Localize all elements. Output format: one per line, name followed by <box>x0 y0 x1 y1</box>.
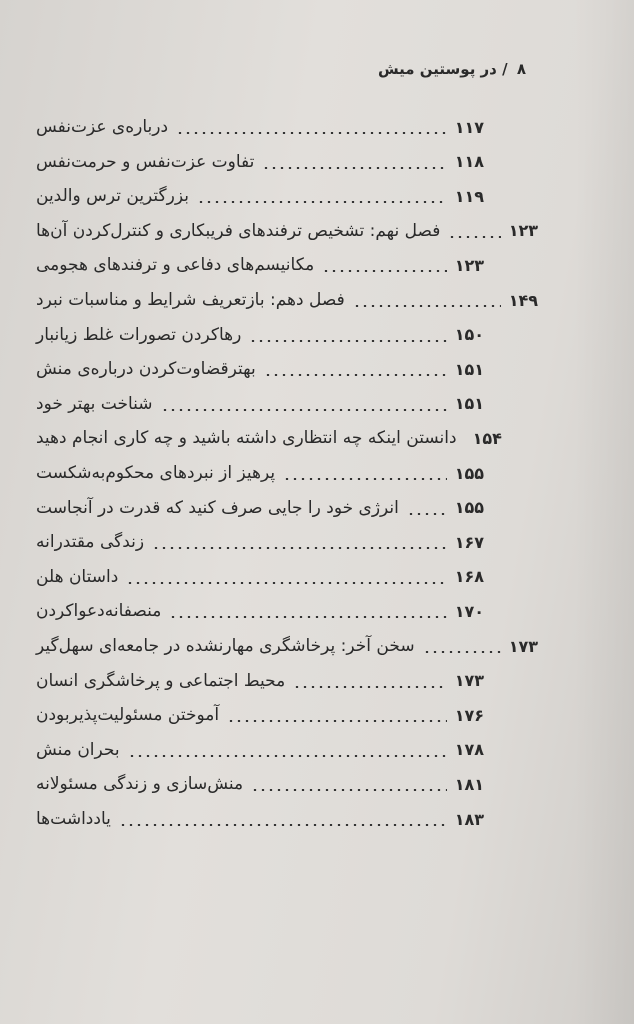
dot-leader <box>161 409 447 411</box>
toc-entry-title: پرهیز از نبردهای محکوم‌به‌شکست <box>36 463 276 483</box>
toc-entry-title: زندگی مقتدرانه <box>36 532 145 553</box>
toc-page-number: ۱۱۹ <box>454 186 484 206</box>
toc-page-number: ۱۷۳ <box>508 636 538 656</box>
toc-entry-title: تفاوت عزت‌نفس و حرمت‌نفس <box>36 151 255 172</box>
dot-leader <box>128 755 447 757</box>
dot-leader <box>126 582 446 584</box>
dot-leader <box>283 478 447 480</box>
toc-page-number: ۱۵۴ <box>472 428 502 448</box>
toc-page-number: ۱۵۱ <box>454 394 484 414</box>
toc-entry <box>36 354 484 384</box>
toc-entry <box>36 285 538 315</box>
toc-entry <box>36 493 484 523</box>
toc-page-number: ۱۵۵ <box>454 463 484 483</box>
toc-page-number: ۱۱۸ <box>454 152 484 172</box>
toc-entry-title: منش‌سازی و زندگی مسئولانه <box>36 774 244 795</box>
dot-leader <box>169 616 446 618</box>
dot-leader <box>407 513 447 515</box>
dot-leader <box>251 789 447 791</box>
toc-chapter-title: فصل نهم: تشخیص ترفندهای فریبکاری و کنترل‌کردن آن‌ها <box>36 220 441 241</box>
toc-entry <box>36 250 484 280</box>
toc-entry-title: مکانیسم‌های دفاعی و ترفندهای هجومی <box>36 255 315 276</box>
toc-entry <box>36 769 484 799</box>
dot-leader <box>249 340 446 342</box>
toc-entry-title: آموختن مسئولیت‌پذیربودن <box>36 705 220 726</box>
toc-entry <box>36 147 484 177</box>
toc-page-number: ۱۶۸ <box>454 567 484 587</box>
toc-entry-title: محیط اجتماعی و پرخاشگری انسان <box>36 670 286 691</box>
toc-entry <box>36 527 484 557</box>
toc-entry-title: درباره‌ی عزت‌نفس <box>36 117 169 137</box>
toc-entry <box>36 320 484 350</box>
toc-entry-title: بهترقضاوت‌کردن درباره‌ی منش <box>36 359 256 380</box>
toc-page-number: ۱۵۰ <box>454 325 484 345</box>
toc-entry <box>36 216 538 246</box>
toc-entry <box>36 804 484 834</box>
toc-entry-title: دانستن اینکه چه انتظاری داشته باشید و چه کاری انجام دهید <box>36 428 457 449</box>
dot-leader <box>176 132 447 134</box>
header-book-title: در پوستین میش <box>377 60 497 78</box>
toc-entry-title: انرژی خود را جایی صرف کنید که قدرت در آنجاست <box>36 497 399 518</box>
toc-chapter-title: سخن آخر: پرخاشگری مهارنشده در جامعه‌ای سهل‌گیر <box>36 636 415 656</box>
toc-page-number: ۱۲۳ <box>454 255 484 275</box>
dot-leader <box>227 720 447 722</box>
header-page-number: ۸ <box>516 60 526 78</box>
toc-page-number: ۱۷۸ <box>454 740 484 760</box>
toc-entry <box>36 423 502 453</box>
dot-leader <box>353 305 501 307</box>
toc-entry <box>36 666 484 696</box>
toc-entry <box>36 596 484 626</box>
toc-entry <box>36 700 484 730</box>
dot-leader <box>152 547 447 549</box>
toc-entry <box>36 458 484 488</box>
toc-page-number: ۱۱۷ <box>454 117 484 137</box>
toc-page-number: ۱۲۳ <box>508 221 538 241</box>
toc-entry-title: داستان هلن <box>36 566 119 587</box>
toc-page-number: ۱۷۶ <box>454 705 484 725</box>
toc-entry-title: شناخت بهتر خود <box>36 393 153 414</box>
dot-leader <box>197 201 447 203</box>
dot-leader <box>322 270 446 272</box>
toc-entry <box>36 389 484 419</box>
dot-leader <box>448 236 500 238</box>
toc-entry-title: رهاکردن تصورات غلط زیانبار <box>36 324 242 345</box>
toc-chapter-title: فصل دهم: بازتعریف شرایط و مناسبات نبرد <box>36 290 345 310</box>
dot-leader <box>423 651 501 653</box>
toc-page-number: ۱۷۳ <box>454 671 484 691</box>
toc-entry <box>36 562 484 592</box>
toc-page-number: ۱۶۷ <box>454 532 484 552</box>
toc-entry-title: منصفانه‌دعواکردن <box>36 601 162 622</box>
dot-leader <box>264 374 447 376</box>
toc-page-number: ۱۵۱ <box>454 359 484 379</box>
dot-leader <box>293 686 446 688</box>
toc-page-number: ۱۴۹ <box>508 290 538 310</box>
toc-entry-title: یادداشت‌ها <box>36 809 111 829</box>
dot-leader <box>262 167 446 169</box>
toc-page-number: ۱۵۵ <box>454 498 484 518</box>
toc-page-number: ۱۸۳ <box>454 809 484 829</box>
dot-leader <box>119 824 447 826</box>
toc-entry <box>36 735 484 765</box>
toc-entry-title: بحران منش <box>36 739 120 760</box>
toc-entry-title: بزرگترین ترس والدین <box>36 186 189 207</box>
toc-page-number: ۱۸۱ <box>454 774 484 794</box>
toc-entry <box>36 631 538 661</box>
header-separator: / <box>502 60 508 78</box>
toc-entry <box>36 181 484 211</box>
toc-entry <box>36 112 484 142</box>
toc-page-number: ۱۷۰ <box>454 601 484 621</box>
